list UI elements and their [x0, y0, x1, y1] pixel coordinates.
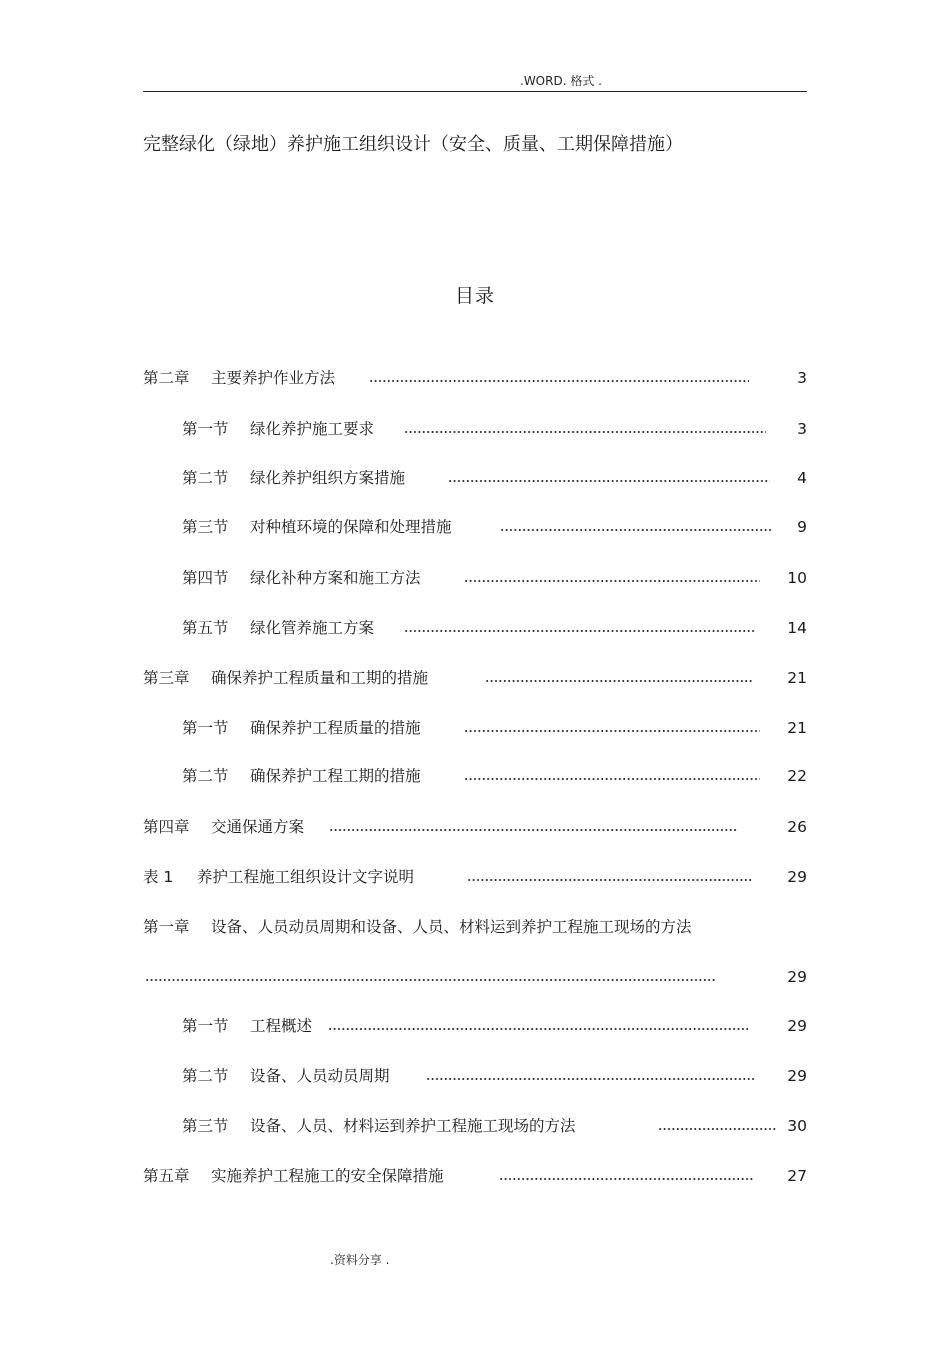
toc-entry[interactable]	[182, 467, 807, 489]
toc-leader-dots	[464, 721, 760, 733]
toc-entry-title: 工程概述	[250, 1017, 313, 1035]
header-text: .WORD. 格式 .	[520, 74, 602, 88]
toc-entry-number: 表 1	[143, 868, 174, 886]
toc-entry-page: 27	[787, 1167, 807, 1185]
toc-leader-dots	[145, 970, 717, 982]
toc-leader-dots	[485, 671, 753, 683]
toc-entry-page: 21	[787, 669, 807, 687]
toc-entry-page: 26	[787, 818, 807, 836]
toc-leader-dots	[329, 820, 737, 832]
page-footer: .资料分享 .	[330, 1253, 390, 1267]
toc-entry-title: 设备、人员动员周期和设备、人员、材料运到养护工程施工现场的方法	[211, 918, 692, 936]
toc-entry-number: 第四节	[182, 569, 229, 587]
toc-entry-page: 21	[787, 719, 807, 737]
toc-entry-number: 第一节	[182, 420, 229, 438]
toc-entry-page: 29	[787, 1017, 807, 1035]
toc-entry-title: 主要养护作业方法	[211, 369, 336, 387]
toc-entry[interactable]	[143, 1165, 807, 1187]
toc-entry-number: 第二节	[182, 767, 229, 785]
toc-entry-page: 14	[787, 619, 807, 637]
toc-leader-dots	[426, 1069, 756, 1081]
document-title: 完整绿化（绿地）养护施工组织设计（安全、质量、工期保障措施）	[143, 134, 683, 155]
toc-entry-title: 设备、人员、材料运到养护工程施工现场的方法	[250, 1117, 576, 1135]
toc-entry-number: 第三章	[143, 669, 190, 687]
toc-entry-page: 10	[787, 569, 807, 587]
toc-leader-dots	[499, 1169, 753, 1181]
toc-entry-page: 22	[787, 767, 807, 785]
toc-leader-dots	[404, 422, 766, 434]
toc-entry-number: 第一章	[143, 918, 190, 936]
toc-entry[interactable]	[182, 765, 807, 787]
toc-entry-title: 对种植环境的保障和处理措施	[250, 518, 452, 536]
toc-entry[interactable]	[182, 418, 807, 440]
toc-entry[interactable]	[143, 866, 807, 888]
toc-entry-page: 3	[797, 420, 807, 438]
toc-entry[interactable]	[182, 717, 807, 739]
toc-entry-page: 3	[797, 369, 807, 387]
toc-leader-dots	[467, 870, 753, 882]
toc-entry-page: 29	[787, 868, 807, 886]
toc-entry[interactable]	[143, 667, 807, 689]
toc-leader-dots	[500, 520, 772, 532]
toc-entry-number: 第一节	[182, 1017, 229, 1035]
header-rule	[143, 91, 807, 92]
toc-entry-page: 30	[787, 1117, 807, 1135]
toc-entry-title: 绿化补种方案和施工方法	[250, 569, 421, 587]
toc-entry[interactable]	[182, 567, 807, 589]
toc-entry-number: 第四章	[143, 818, 190, 836]
toc-entry[interactable]	[182, 1015, 807, 1037]
toc-entry-number: 第一节	[182, 719, 229, 737]
toc-entry-page: 29	[787, 1067, 807, 1085]
toc-entry-number: 第二章	[143, 369, 190, 387]
toc-entry[interactable]	[182, 1115, 807, 1137]
toc-leader-dots	[369, 371, 749, 383]
toc-entry-page: 4	[797, 469, 807, 487]
toc-leader-dots	[464, 571, 760, 583]
toc-entry-number: 第三节	[182, 518, 229, 536]
toc-entry[interactable]	[182, 1065, 807, 1087]
toc-leader-dots	[328, 1019, 748, 1031]
toc-leader-dots	[658, 1119, 776, 1131]
toc-leader-dots	[448, 471, 770, 483]
toc-entry[interactable]	[143, 816, 807, 838]
toc-entry-page: 9	[797, 518, 807, 536]
toc-entry-number: 第二节	[182, 469, 229, 487]
toc-leader-dots	[404, 621, 756, 633]
toc-entry-page: 29	[787, 968, 807, 986]
toc-entry-title: 设备、人员动员周期	[250, 1067, 390, 1085]
toc-entry-title: 确保养护工程工期的措施	[250, 767, 421, 785]
toc-entry[interactable]	[182, 617, 807, 639]
toc-entry-number: 第二节	[182, 1067, 229, 1085]
toc-entry[interactable]	[182, 516, 807, 538]
toc-entry-number: 第五节	[182, 619, 229, 637]
toc-entry-title: 养护工程施工组织设计文字说明	[197, 868, 415, 886]
toc-entry-continuation[interactable]	[143, 966, 807, 988]
toc-entry[interactable]	[143, 916, 807, 938]
toc-leader-dots	[464, 769, 760, 781]
toc-entry-title: 交通保通方案	[211, 818, 305, 836]
toc-entry-title: 实施养护工程施工的安全保障措施	[211, 1167, 444, 1185]
toc-entry-title: 确保养护工程质量和工期的措施	[211, 669, 429, 687]
toc-heading: 目录	[454, 285, 495, 307]
toc-entry-title: 绿化养护组织方案措施	[250, 469, 406, 487]
toc-entry-title: 绿化养护施工要求	[250, 420, 375, 438]
toc-entry-title: 确保养护工程质量的措施	[250, 719, 421, 737]
toc-entry-number: 第五章	[143, 1167, 190, 1185]
toc-entry-title: 绿化管养施工方案	[250, 619, 375, 637]
toc-entry-number: 第三节	[182, 1117, 229, 1135]
toc-entry[interactable]	[143, 367, 807, 389]
